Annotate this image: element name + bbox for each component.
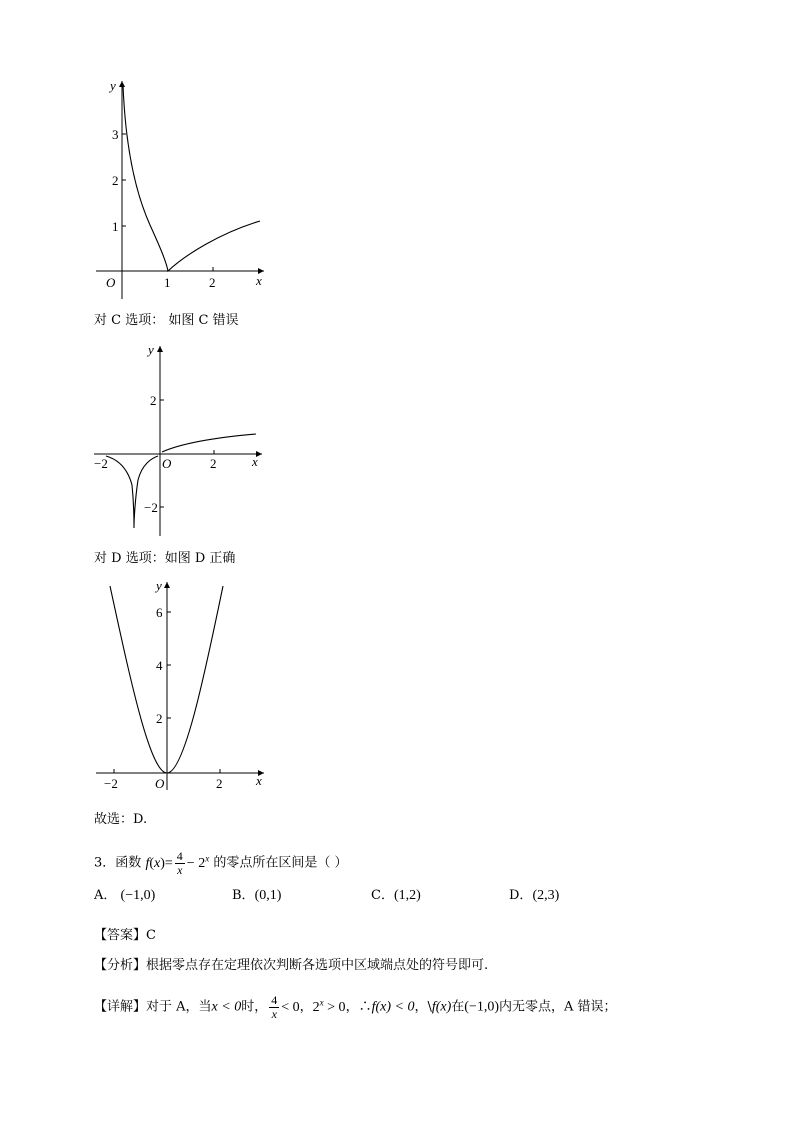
y-tick-6: 6 xyxy=(156,605,163,620)
x-tick-neg2: −2 xyxy=(104,776,118,791)
option-d[interactable]: D．(2,3) xyxy=(509,888,560,903)
answer-tag: 【答案】 xyxy=(94,928,147,943)
x-tick-2: 2 xyxy=(216,776,223,791)
analysis-text: 根据零点存在定理依次判断各选项中区域端点处的符号即可. xyxy=(146,958,489,973)
y-tick-4: 4 xyxy=(156,658,163,673)
y-tick-2: 2 xyxy=(150,393,157,408)
y-label: y xyxy=(156,578,162,593)
y-tick-3: 3 xyxy=(112,127,119,142)
x-label: x xyxy=(252,454,258,469)
curve-b xyxy=(123,85,260,271)
answer-line xyxy=(94,926,156,946)
analysis-line xyxy=(94,956,488,976)
y-tick-neg2: −2 xyxy=(144,500,158,515)
x-tick-2: 2 xyxy=(209,275,216,290)
curve-c-left xyxy=(106,456,158,528)
option-b[interactable]: B．(0,1) xyxy=(232,888,282,903)
option-c[interactable]: C．(1,2) xyxy=(371,888,421,903)
origin-label: O xyxy=(106,275,116,290)
curve-c-right xyxy=(162,434,256,452)
x-label: x xyxy=(256,273,262,288)
x-tick-2: 2 xyxy=(210,456,217,471)
y-label: y xyxy=(148,342,154,357)
x-tick-neg2: −2 xyxy=(94,456,108,471)
analysis-tag: 【分析】 xyxy=(94,958,147,973)
graph-c xyxy=(90,340,270,540)
origin-label: O xyxy=(155,776,165,791)
graph-d xyxy=(90,578,270,798)
eq-sign: = xyxy=(164,855,173,871)
detail-tag: 【详解】 xyxy=(94,999,147,1015)
func-var: x xyxy=(154,855,161,871)
y-tick-2: 2 xyxy=(112,173,119,188)
y-tick-2: 2 xyxy=(156,711,163,726)
detail-line: 【详解】对于 A，当x < 0时， $\frac{4}{x}$ < 0，2$^x$ > 0，∴f(x) < 0，\f(x)在(−1,0)内无零点，A 错误； xyxy=(94,992,617,1021)
y-label: y xyxy=(110,78,116,93)
frac-den: x xyxy=(177,862,183,877)
option-d-note: 对 D 选项：如图 D 正确 xyxy=(94,551,236,566)
option-a[interactable]: A． (−1,0) xyxy=(94,888,156,903)
question-3: 3．函数 f(x)= $\frac{4}{x}$ − $2^x$ 的零点所在区间是（ ） xyxy=(94,848,348,877)
x-label: x xyxy=(256,773,262,788)
frac-num: 4 xyxy=(176,848,183,863)
fraction xyxy=(175,850,185,877)
answer-text: C xyxy=(146,928,156,943)
question-prefix: 函数 xyxy=(115,855,142,871)
option-c-note: 对 C 选项： 如图 C 错误 xyxy=(94,313,239,328)
graph-b xyxy=(90,75,270,305)
question-suffix: 的零点所在区间是（ ） xyxy=(213,855,348,871)
choice-line: 故选：D. xyxy=(94,812,148,827)
question-number: 3． xyxy=(94,855,116,871)
exponent: x xyxy=(205,853,210,863)
func-name: f xyxy=(145,855,150,871)
minus-term: − 2 xyxy=(186,855,206,871)
x-tick-1: 1 xyxy=(164,275,171,290)
origin-label: O xyxy=(162,456,172,471)
options-row xyxy=(94,886,694,908)
y-tick-1: 1 xyxy=(112,219,119,234)
